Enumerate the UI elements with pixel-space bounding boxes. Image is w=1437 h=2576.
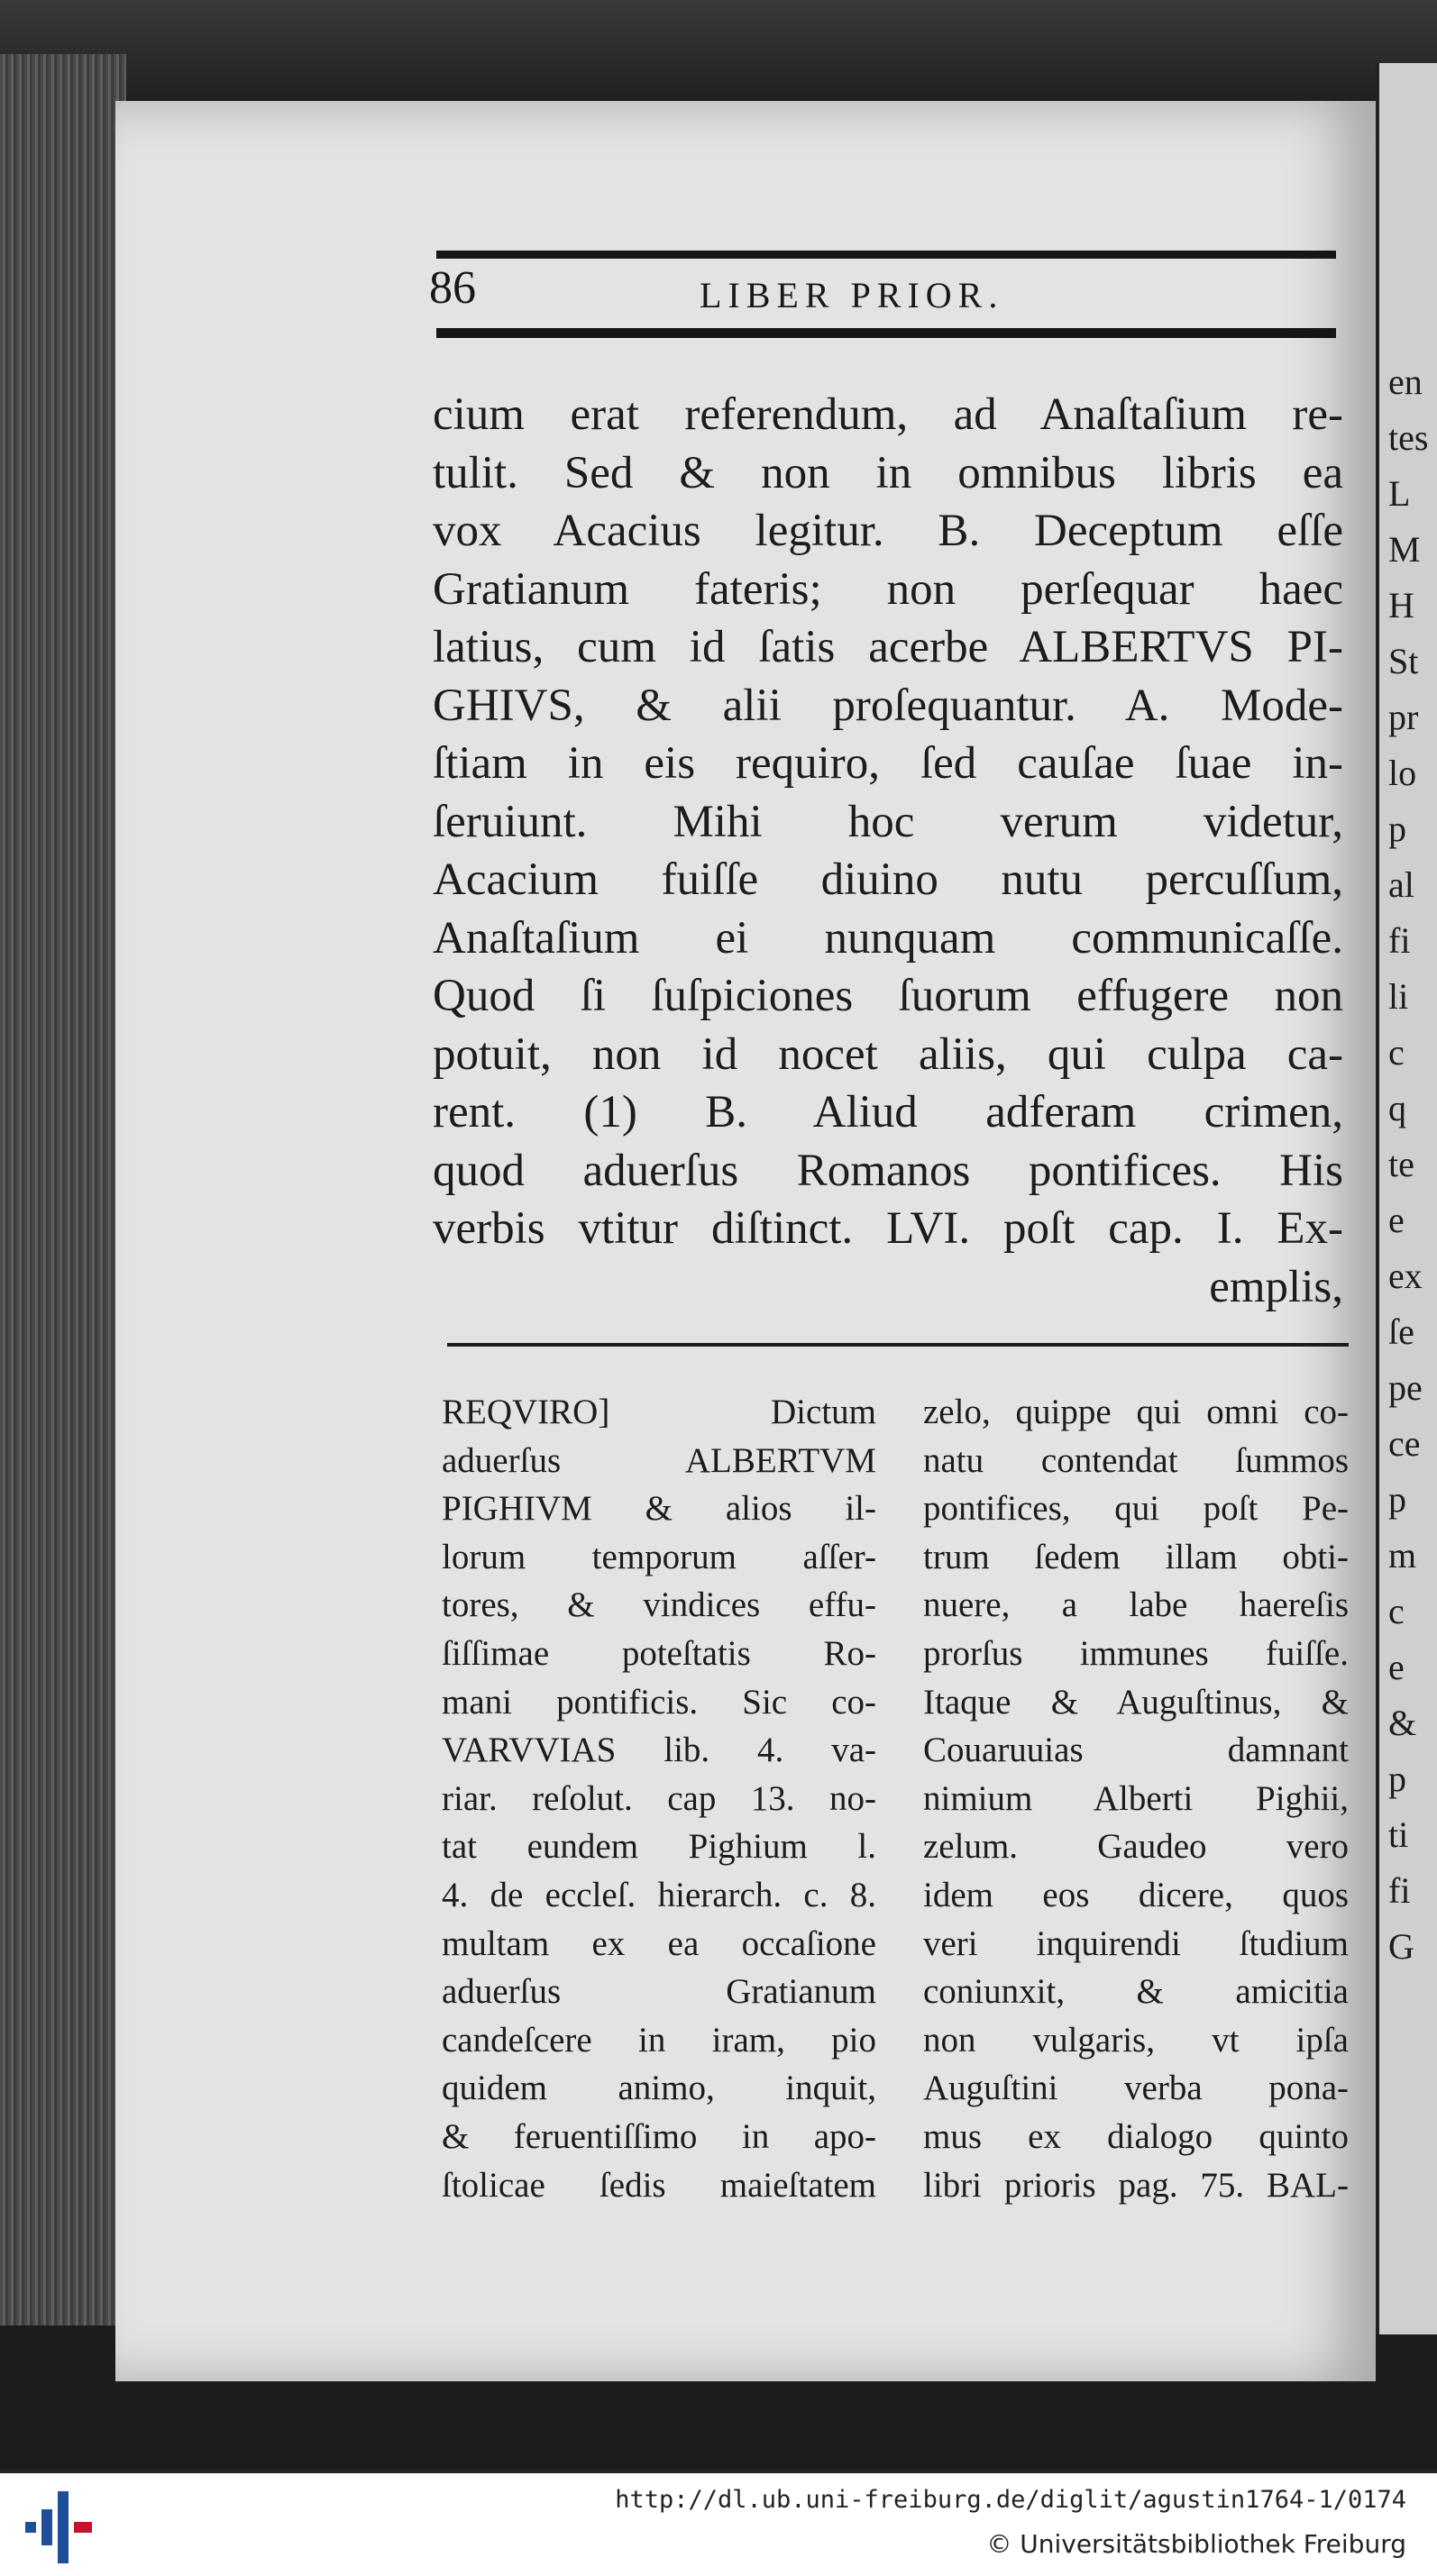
facing-page-text-fragment: e [1388, 1200, 1405, 1240]
footnote-line: quidem animo, inquit, [442, 2069, 876, 2108]
facing-page-text-fragment: e [1388, 1647, 1405, 1687]
footnote-line: prorſus immunes fuiſſe. [923, 1633, 1349, 1673]
facing-page-text-fragment: tes [1388, 417, 1429, 458]
footnote-line: candeſcere in iram, pio [442, 2020, 876, 2060]
facing-page-text-fragment: pe [1388, 1367, 1423, 1408]
footnote-line: aduerſus ALBERTVM [442, 1440, 876, 1480]
footnote-line: ſiſſimae poteſtatis Ro- [442, 1633, 876, 1673]
footnote-line: Itaque & Auguſtinus, & [923, 1682, 1349, 1722]
facing-page-text-fragment: ce [1388, 1423, 1421, 1464]
footnote-line: aduerſus Gratianum [442, 1972, 876, 2012]
facing-page-text-fragment: p [1388, 808, 1406, 849]
footnote-line: nuere, a labe haereſis [923, 1585, 1349, 1625]
book-page-edges [0, 54, 126, 2389]
footnote-line: 4. de eccleſ. hierarch. c. 8. [442, 1875, 876, 1914]
footnote-line: non vulgaris, vt ipſa [923, 2020, 1349, 2060]
footnote-line: idem eos dicere, quos [923, 1875, 1349, 1914]
footnote-line: lorum temporum aſſer- [442, 1537, 876, 1576]
facing-page-text-fragment: ti [1388, 1814, 1409, 1855]
footnote-line: Auguſtini verba pona- [923, 2069, 1349, 2108]
footnote-line: pontifices, qui poſt Pe- [923, 1489, 1349, 1529]
facing-page-text-fragment: c [1388, 1591, 1405, 1631]
facing-page-text-fragment: al [1388, 864, 1414, 905]
text-line: Anaſtaſium ei nunquam communicaſſe. [433, 912, 1343, 964]
facing-page-text-fragment: p [1388, 1479, 1406, 1520]
footnote-line: riar. reſolut. cap 13. no- [442, 1778, 876, 1818]
facing-page-text-fragment: q [1388, 1088, 1406, 1128]
facing-page-text-fragment: fi [1388, 920, 1411, 961]
footnote-line: VARVVIAS lib. 4. va- [442, 1731, 876, 1770]
footnote-line: nimium Alberti Pighii, [923, 1778, 1349, 1818]
copyright-notice: © Universitätsbibliothek Freiburg [986, 2529, 1406, 2559]
footnote-line: trum ſedem illam obti- [923, 1537, 1349, 1576]
facing-page-text-fragment: m [1388, 1535, 1417, 1576]
footnote-line: multam ex ea occaſione [442, 1923, 876, 1963]
text-line: Gratianum fateris; non perſequar haec [433, 563, 1343, 615]
text-line: rent. (1) B. Aliud adferam crimen, [433, 1087, 1343, 1137]
footnote-line: tores, & vindices effu- [442, 1585, 876, 1625]
header-rule-top [436, 251, 1336, 259]
text-line: cium erat referendum, ad Anaſtaſium re- [433, 389, 1343, 440]
footnote-column-left [442, 1388, 876, 2209]
footnote-line: coniunxit, & amicitia [923, 1972, 1349, 2012]
footnote-separator [447, 1343, 1349, 1347]
footnote-line: PIGHIVM & alios il- [442, 1489, 876, 1529]
footnote-column-right [923, 1388, 1349, 2209]
footnote-line: & feruentiſſimo in apo- [442, 2116, 876, 2156]
text-line: tulit. Sed & non in omnibus libris ea [433, 447, 1343, 498]
catchword: emplis, [1209, 1261, 1343, 1312]
text-line: latius, cum id ſatis acerbe ALBERTVS PI- [433, 622, 1343, 672]
text-line: potuit, non id nocet aliis, qui culpa ca- [433, 1028, 1343, 1080]
text-line: Acacium fuiſſe diuino nutu percuſſum, [433, 854, 1343, 905]
footnote-line: REQVIRO] Dictum [442, 1393, 876, 1431]
text-line: Quod ſi ſuſpiciones ſuorum effugere non [433, 971, 1343, 1021]
footnote-line: Couaruuias damnant [923, 1731, 1349, 1770]
facing-page-text-fragment: G [1388, 1926, 1414, 1967]
facing-page-text-fragment: p [1388, 1758, 1406, 1799]
text-line: ſtiam in eis requiro, ſed cauſae ſuae in- [433, 738, 1343, 789]
page-number: 86 [429, 262, 476, 314]
facing-page-text-fragment: & [1388, 1703, 1417, 1743]
footnote-line: mus ex dialogo quinto [923, 2116, 1349, 2156]
footnote-line: libri prioris pag. 75. BAL- [923, 2165, 1349, 2205]
footnote-line: zelo, quippe qui omni co- [923, 1393, 1349, 1431]
facing-page-text-fragment: pr [1388, 697, 1419, 737]
text-line: ſeruiunt. Mihi hoc verum videtur, [433, 796, 1343, 847]
facing-page-text-fragment: en [1388, 361, 1423, 402]
facing-page-text-fragment: St [1388, 641, 1419, 681]
facing-page-text-fragment: H [1388, 585, 1414, 626]
footnote-line: natu contendat ſummos [923, 1440, 1349, 1480]
footnote-line: ſtolicae ſedis maieſtatem [442, 2165, 876, 2205]
text-line: verbis vtitur diſtinct. LVI. poſt cap. I. Ex- [433, 1203, 1343, 1254]
facing-page-text-fragment: ſe [1388, 1311, 1414, 1352]
permalink-url[interactable]: http://dl.ub.uni-freiburg.de/diglit/agustin1764-1/0174 [615, 2486, 1406, 2514]
text-line: quod aduerſus Romanos pontifices. His [433, 1145, 1343, 1196]
text-line: GHIVS, & alii proſequantur. A. Mode- [433, 680, 1343, 731]
footnote-line: mani pontificis. Sic co- [442, 1682, 876, 1722]
library-logo-icon [25, 2486, 92, 2563]
footnote-line: tat eundem Pighium l. [442, 1827, 876, 1867]
facing-page-text-fragment: lo [1388, 753, 1417, 793]
text-line: vox Acacius legitur. B. Deceptum eſſe [433, 506, 1343, 556]
footnote-line: veri inquirendi ſtudium [923, 1923, 1349, 1963]
scan-background-top [0, 0, 1437, 108]
facing-page-text-fragment: c [1388, 1032, 1405, 1073]
viewer-footer [0, 2473, 1437, 2576]
facing-page-text-fragment: L [1388, 473, 1411, 514]
facing-page-text-fragment: te [1388, 1144, 1414, 1184]
facing-page-fragment [1376, 63, 1437, 2334]
facing-page-text-fragment: li [1388, 976, 1409, 1017]
header-rule-bottom [436, 328, 1336, 338]
facing-page-text-fragment: fi [1388, 1870, 1411, 1911]
running-head: LIBER PRIOR. [700, 275, 1004, 315]
facing-page-text-fragment: M [1388, 529, 1421, 570]
facing-page-text-fragment: ex [1388, 1256, 1423, 1296]
main-text-block [433, 386, 1343, 1316]
footnote-line: zelum. Gaudeo vero [923, 1827, 1349, 1867]
